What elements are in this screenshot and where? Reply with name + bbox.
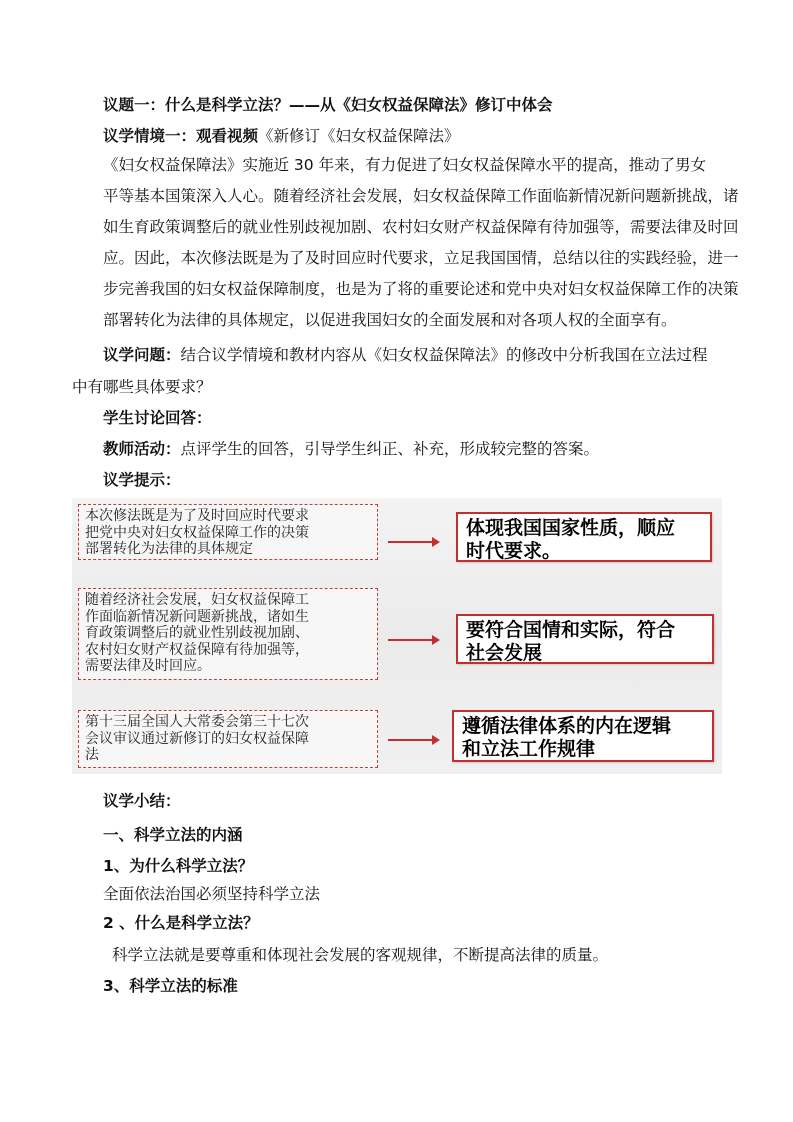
question-text: 结合议学情境和教材内容从《妇女权益保障法》的修改中分析我国在立法过程	[180, 346, 708, 364]
figure-left-text: 农村妇女财产权益保障有待加强等，	[85, 641, 309, 658]
figure-right-text: 遵循法律体系的内在逻辑	[462, 715, 672, 737]
figure-left-text: 会议审议通过新修订的妇女权益保障	[85, 730, 309, 747]
q1-answer: 全面依法治国必须坚持科学立法	[103, 885, 321, 903]
figure-left-text: 作面临新情况新问题新挑战，诸如生	[85, 608, 309, 625]
figure-right-text: 社会发展	[466, 642, 543, 664]
summary-label: 议学小结：	[103, 792, 181, 810]
figure-left-box	[78, 710, 378, 768]
figure-left-text: 需要法律及时回应。	[85, 658, 211, 674]
figure-right-text: 时代要求。	[466, 540, 562, 562]
figure-left-text: 把党中央对妇女权益保障工作的决策	[85, 524, 309, 541]
hint-label: 议学提示：	[103, 471, 181, 489]
intro-line: 部署转化为法律的具体规定，以促进我国妇女的全面发展和对各项人权的全面享有。	[103, 311, 677, 329]
figure-left-text: 部署转化为法律的具体规定	[85, 541, 253, 557]
figure-right-box	[456, 512, 712, 562]
arrow-right-icon	[388, 634, 440, 646]
figure-left-text: 本次修法既是为了及时回应时代要求	[85, 508, 309, 524]
figure-right-text: 体现我国国家性质，顺应	[466, 517, 676, 539]
figure-left-box	[78, 588, 378, 680]
figure-left-text: 育政策调整后的就业性别歧视加剧、	[85, 625, 309, 641]
figure-right-text: 和立法工作规律	[462, 738, 596, 760]
intro-line: 步完善我国的妇女权益保障制度，也是为了将的重要论述和党中央对妇女权益保障工作的决策	[103, 280, 739, 298]
student-discussion-label: 学生讨论回答：	[103, 409, 212, 427]
topic-heading: 议题一：什么是科学立法？——从《妇女权益保障法》修订中体会	[103, 96, 553, 114]
intro-line: 《妇女权益保障法》实施近 30 年来，有力促进了妇女权益保障水平的提高，推动了男女	[103, 156, 707, 174]
figure-right-text: 要符合国情和实际，符合	[466, 619, 676, 641]
intro-paragraph	[103, 150, 739, 336]
figure-left-text: 随着经济社会发展，妇女权益保障工	[85, 592, 309, 608]
figure-right-box	[452, 710, 714, 762]
question-line-2: 中有哪些具体要求？	[72, 378, 212, 396]
figure-right-box	[456, 614, 714, 664]
teacher-activity-label: 教师活动：	[103, 440, 181, 458]
situation-line	[103, 126, 460, 146]
arrow-right-icon	[388, 536, 440, 548]
situation-text: 《新修订《妇女权益保障法》	[258, 127, 460, 145]
section1-heading: 一、科学立法的内涵	[103, 826, 243, 844]
question-line-1	[103, 345, 708, 365]
teacher-activity-line	[103, 439, 599, 459]
intro-line: 如生育政策调整后的就业性别歧视加剧、农村妇女财产权益保障有待加强等，需要法律及时回	[103, 218, 739, 236]
teacher-activity-text: 点评学生的回答，引导学生纠正、补充，形成较完整的答案。	[180, 440, 600, 458]
situation-label: 议学情境一：观看视频	[103, 127, 259, 145]
intro-line: 应。因此，本次修法既是为了及时回应时代要求，立足我国国情，总结以往的实践经验，进一	[103, 249, 739, 267]
q1-heading: 1、为什么科学立法？	[103, 857, 254, 875]
q2-heading: 2 、什么是科学立法？	[103, 914, 259, 932]
hint-figure	[72, 498, 722, 774]
figure-left-box	[78, 504, 378, 560]
intro-line: 平等基本国策深入人心。随着经济社会发展，妇女权益保障工作面临新情况新问题新挑战，诸	[103, 187, 739, 205]
arrow-right-icon	[388, 734, 440, 746]
figure-left-text: 法	[85, 747, 99, 763]
figure-left-text: 第十三届全国人大常委会第三十七次	[85, 714, 309, 730]
question-label: 议学问题：	[103, 346, 181, 364]
q2-answer: 科学立法就是要尊重和体现社会发展的客观规律，不断提高法律的质量。	[112, 946, 609, 964]
q3-heading: 3、科学立法的标准	[103, 977, 238, 995]
